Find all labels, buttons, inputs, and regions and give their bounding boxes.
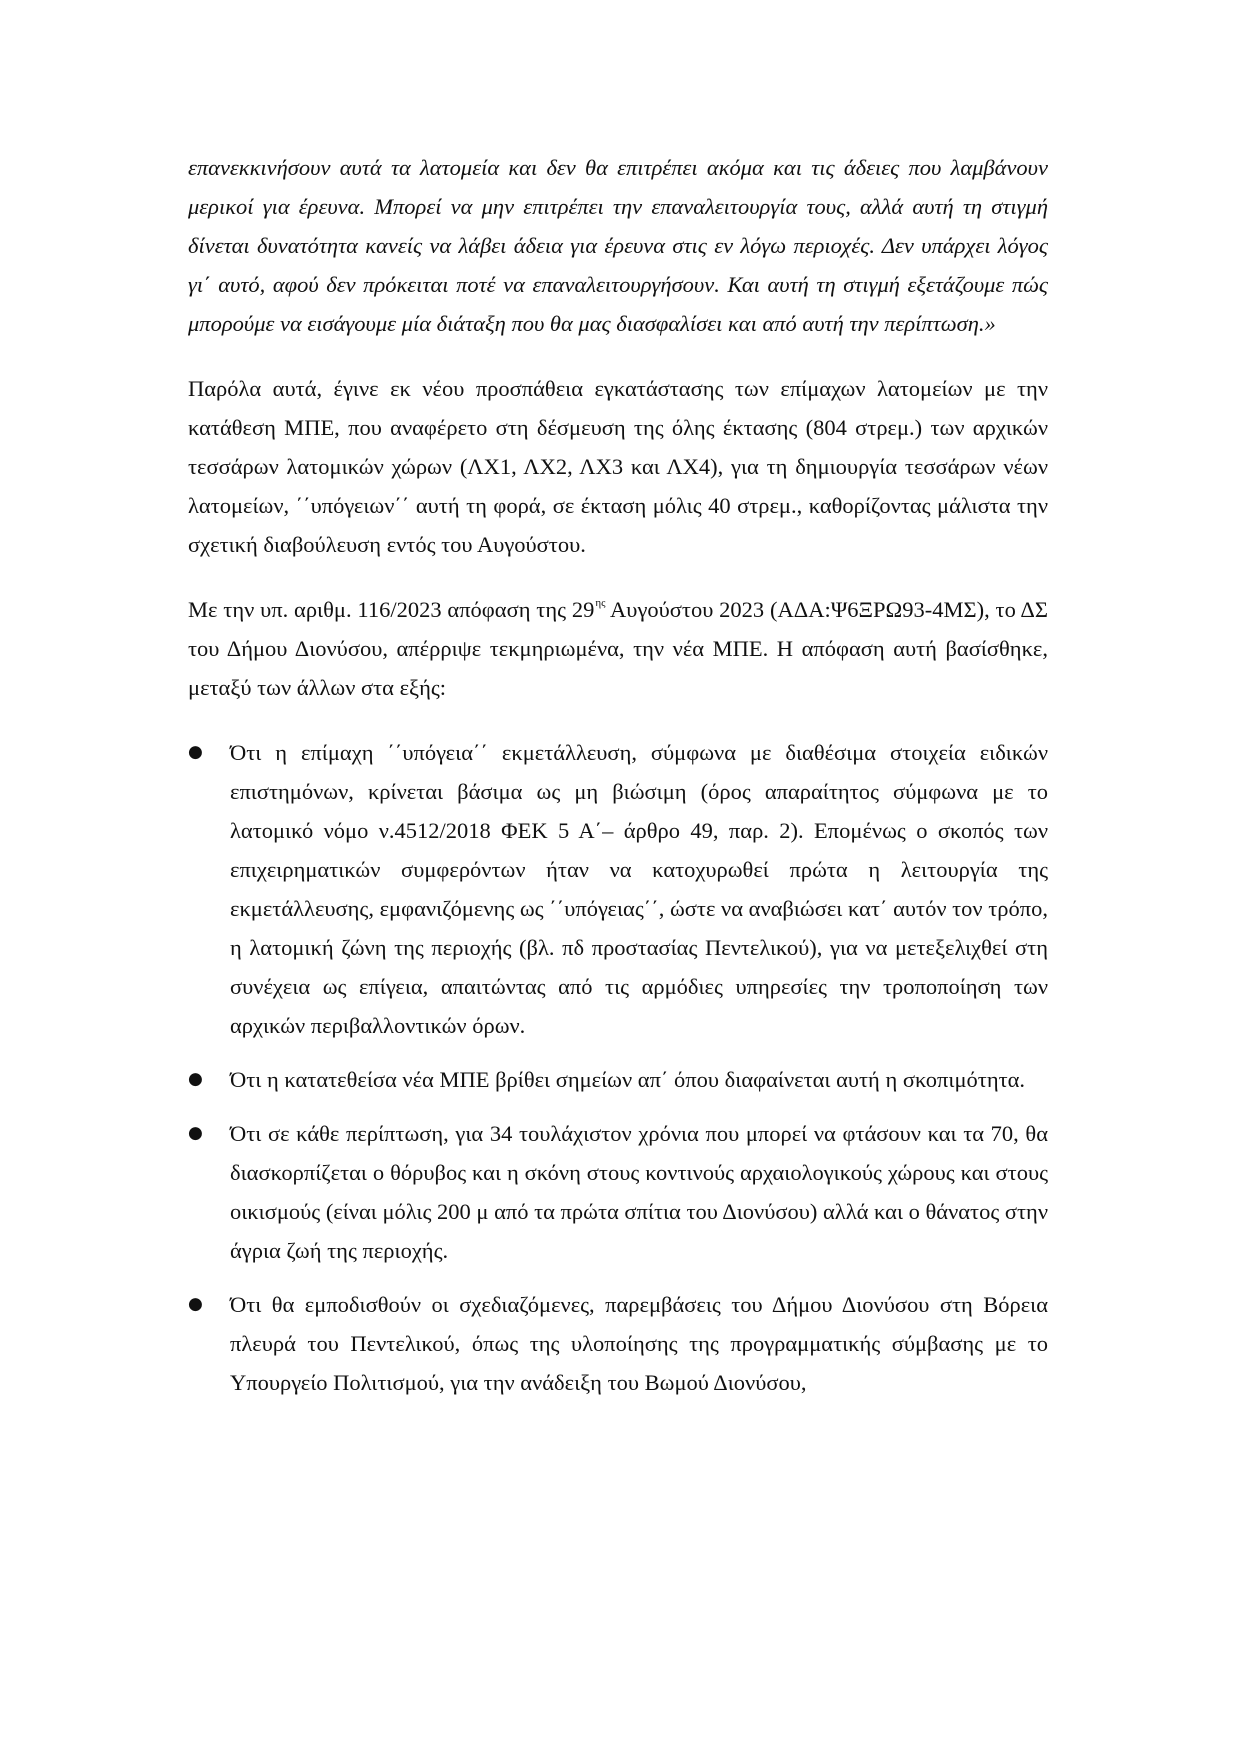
bullet-icon: ●: [188, 1294, 203, 1314]
list-item-text: Ότι η κατατεθείσα νέα ΜΠΕ βρίθει σημείων απ΄ όπου διαφαίνεται αυτή η σκοπιμότητα.: [230, 1067, 1026, 1092]
list-item: [188, 1114, 1048, 1270]
bullet-icon: ●: [188, 1069, 203, 1089]
list-item-text: Ότι η επίμαχη ΄΄υπόγεια΄΄ εκμετάλλευση, σύμφωνα με διαθέσιμα στοιχεία ειδικών επιστημόνων, κρίνεται βάσιμα ως μη βιώσιμη (όρος απαραίτητος σύμφωνα με το λατομικό νόμο ν.4512/2018 ΦΕΚ 5 Α΄– άρθρο 49, παρ. 2). Επομένως ο σκοπός των επιχειρηματικών συμφερόντων ήταν να κατοχυρωθεί πρώτα η λειτουργία της εκμετάλλευσης, εμφανιζόμενης ως ΄΄υπόγειας΄΄, ώστε να αναβιώσει κατ΄ αυτόν τον τρόπο, η λατομική ζώνη της περιοχής (βλ. πδ προστασίας Πεντελικού), για να μετεξελιχθεί στη συνέχεια ως επίγεια, απαιτώντας από τις αρμόδιες υπηρεσίες την τροποποίηση των αρχικών περιβαλλοντικών όρων.: [230, 740, 1048, 1038]
bullet-icon: ●: [188, 1123, 203, 1143]
bullet-icon: ●: [188, 742, 203, 762]
list-item: [188, 1060, 1048, 1099]
decision-paragraph: [188, 590, 1048, 707]
decision-text-start: Με την υπ. αριθμ. 116/2023 απόφαση της 29: [188, 597, 595, 622]
decision-text-end: Αυγούστου 2023 (ΑΔΑ:Ψ6ΞΡΩ93-4ΜΣ), το ΔΣ του Δήμου Διονύσου, απέρριψε τεκμηριωμένα, την νέα ΜΠΕ. Η απόφαση αυτή βασίσθηκε, μεταξύ των άλλων στα εξής:: [188, 597, 1048, 700]
quote-paragraph: επανεκκινήσουν αυτά τα λατομεία και δεν θα επιτρέπει ακόμα και τις άδειες που λαμβάνουν μερικοί για έρευνα. Μπορεί να μην επιτρέπει την επαναλειτουργία τους, αλλά αυτή τη στιγμή δίνεται δυνατότητα κανείς να λάβει άδεια για έρευνα στις εν λόγω περιοχές. Δεν υπάρχει λόγος γι΄ αυτό, αφού δεν πρόκειται ποτέ να επαναλειτουργήσουν. Και αυτή τη στιγμή εξετάζουμε πώς μπορούμε να εισάγουμε μία διάταξη που θα μας διασφαλίσει και από αυτή την περίπτωση.»: [188, 155, 1048, 336]
list-item: [188, 733, 1048, 1045]
list-item-text: Ότι σε κάθε περίπτωση, για 34 τουλάχιστον χρόνια που μπορεί να φτάσουν και τα 70, θα διασκορπίζεται ο θόρυβος και η σκόνη στους κοντινούς αρχαιολογικούς χώρους και στους οικισμούς (είναι μόλις 200 μ από τα πρώτα σπίτια του Διονύσου) αλλά και ο θάνατος στην άγρια ζωή της περιοχής.: [230, 1121, 1048, 1263]
ordinal-superscript: ης: [595, 597, 606, 609]
list-item: [188, 1285, 1048, 1402]
list-item-text: Ότι θα εμποδισθούν οι σχεδιαζόμενες, παρεμβάσεις του Δήμου Διονύσου στη Βόρεια πλευρά του Πεντελικού, όπως της υλοποίησης της προγραμματικής σύμβασης με το Υπουργείο Πολιτισμού, για την ανάδειξη του Βωμού Διονύσου,: [230, 1292, 1048, 1395]
document-page: [188, 148, 1048, 1417]
body-paragraph: Παρόλα αυτά, έγινε εκ νέου προσπάθεια εγκατάστασης των επίμαχων λατομείων με την κατάθεση ΜΠΕ, που αναφέρετο στη δέσμευση της όλης έκτασης (804 στρεμ.) των αρχικών τεσσάρων λατομικών χώρων (ΛΧ1, ΛΧ2, ΛΧ3 και ΛΧ4), για τη δημιουργία τεσσάρων νέων λατομείων, ΄΄υπόγειων΄΄ αυτή τη φορά, σε έκταση μόλις 40 στρεμ., καθορίζοντας μάλιστα την σχετική διαβούλευση εντός του Αυγούστου.: [188, 376, 1048, 557]
reasons-list: [188, 733, 1048, 1402]
